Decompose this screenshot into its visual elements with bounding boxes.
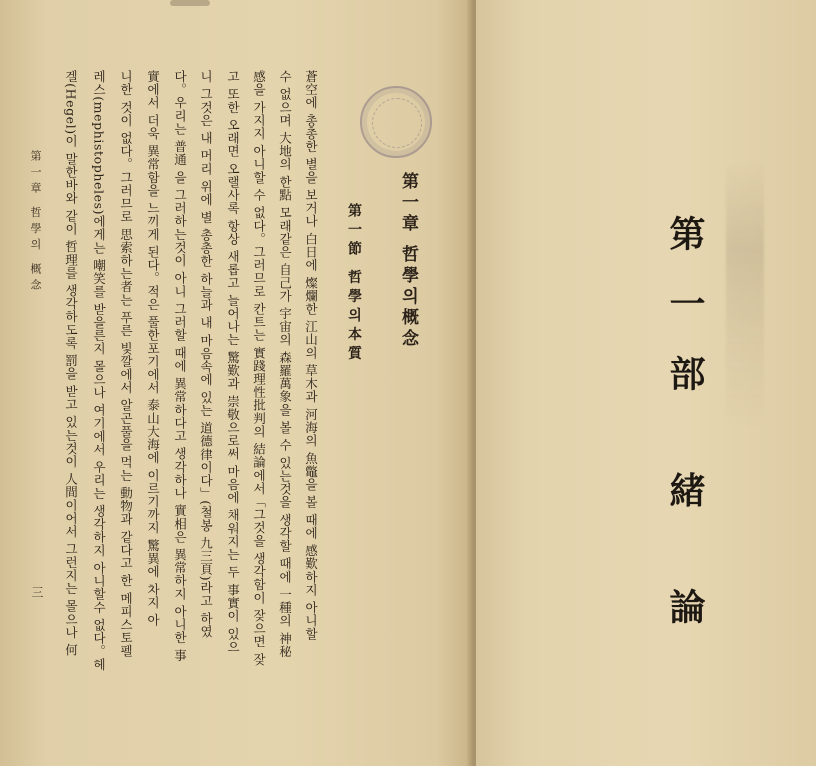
text-column-5: 니 그것은 내 머리 위에 별 총총한 하늘과 내 마음속에 있는 道德律이다」(철봉 九三頁)라고 하였 <box>198 70 214 639</box>
page-number: 三 <box>30 586 44 598</box>
part-title: 第一部 緒 論 <box>664 215 706 659</box>
text-column-6: 다。우리는 普通 을 그러하는것이 아니 그러할 때에 異常하다고 생각하나 實相은 異常하지 아니한 事 <box>172 70 188 662</box>
text-column-1: 蒼空에 총총한 별을 보거나 白日에 燦爛한 江山의 草木과 河海의 魚鼈을 볼 때에 感歎하지 아니할 <box>303 70 319 641</box>
text-column-3: 感을 가지지 아니할 수 없다。그러므로 칸트는 實踐理性批判의 結論에서「그것을 생각함이 잦으면 잦 <box>251 70 267 666</box>
text-column-8: 니한 것이 없다。그러므로 思索하는者는 푸른 빛깔에서 알곤풀을 먹는 動物과 같다고 한 메피스토펠 <box>118 70 134 658</box>
text-column-2: 수 없으며 大地의 한點 모래같은 自己가 宇宙의 森羅萬象을 볼 수 있는것을 생각할 때에 一種의 神秘 <box>277 70 293 659</box>
text-column-10: 겔(Hegel)이 말한바와 같이 哲理를 생각하도록 罰을 받고 있는것이 人間이어서 그런지는 몰으나 何 <box>63 70 79 657</box>
chapter-title: 第一章 哲學의概念 <box>398 172 418 350</box>
library-stamp <box>360 86 432 158</box>
ink-speck <box>170 0 210 6</box>
text-column-4: 고 또한 오래면 오랠사록 항상 새롭고 늘어나는 驚歎과 崇敬으로써 마음에 채워지는 두 事實이 있으 <box>225 70 241 654</box>
section-title: 第一節 哲學의本質 <box>346 203 362 365</box>
text-column-9: 레스(mephistopheles)에게는 嘲笑를 받을른지 몰으나 여기에서 우리는 생각하지 아니할수 없다。헤 <box>91 70 107 671</box>
right-page <box>476 0 816 766</box>
show-through-bleed <box>726 160 764 430</box>
text-column-7: 實에서 더욱 異常함을 느끼게 된다。적은 풀한포기에서 泰山大海에 이르기까지 驚異에 차지 아 <box>145 70 161 627</box>
running-header: 第一章 哲學의 概念 <box>29 150 42 295</box>
